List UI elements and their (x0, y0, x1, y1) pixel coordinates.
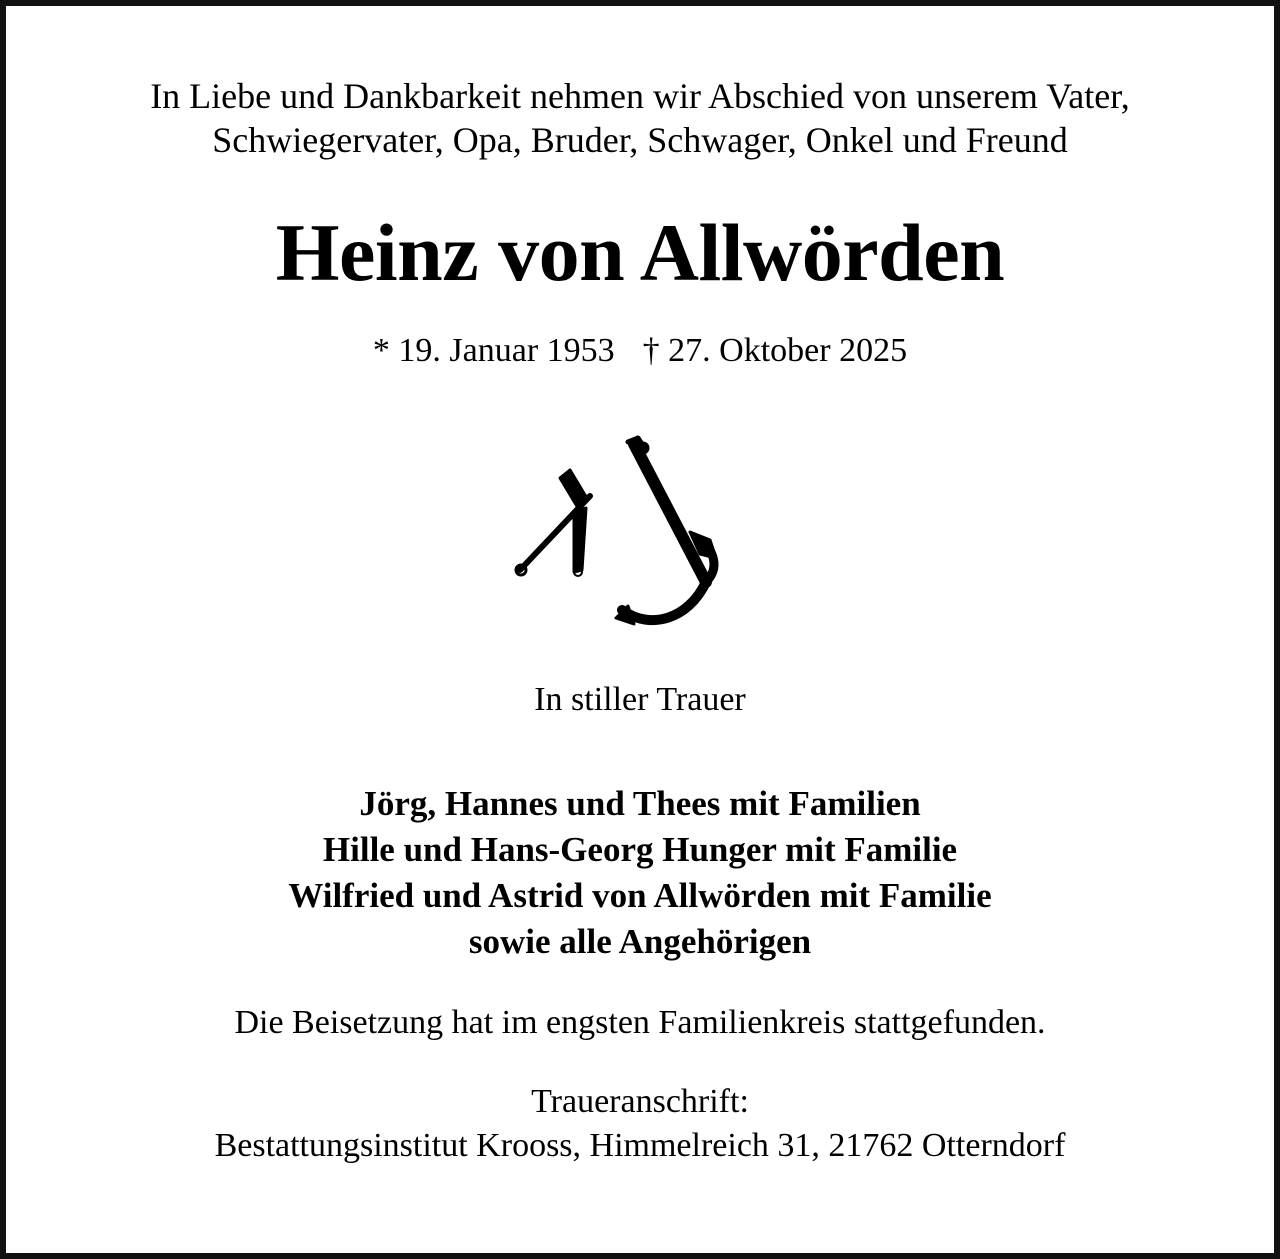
birth-date: * 19. Januar 1953 (372, 332, 615, 369)
family-line-2: Hille und Hans-Georg Hunger mit Familie (322, 830, 958, 869)
address-label: Traueranschrift: (531, 1083, 749, 1120)
intro-line-2: Schwiegervater, Opa, Bruder, Schwager, Onkel und Freund (212, 120, 1068, 160)
intro-line-1: In Liebe und Dankbarkeit nehmen wir Abschied von unserem Vater, (150, 76, 1130, 116)
deceased-name: Heinz von Allwörden (275, 207, 1005, 298)
family-line-4: sowie alle Angehörigen (468, 922, 812, 961)
address-text: Bestattungsinstitut Krooss, Himmelreich 31, 21762 Otterndorf (214, 1127, 1066, 1164)
burial-note: Die Beisetzung hat im engsten Familienkreis stattgefunden. (234, 1004, 1046, 1041)
family-line-1: Jörg, Hannes und Thees mit Familien (359, 784, 921, 823)
life-dates (0, 331, 1280, 371)
mourning-phrase: In stiller Trauer (534, 681, 746, 718)
family-line-3: Wilfried und Astrid von Allwörden mit Familie (288, 876, 992, 915)
anchor-icon (510, 430, 730, 640)
death-date: † 27. Oktober 2025 (642, 332, 908, 369)
